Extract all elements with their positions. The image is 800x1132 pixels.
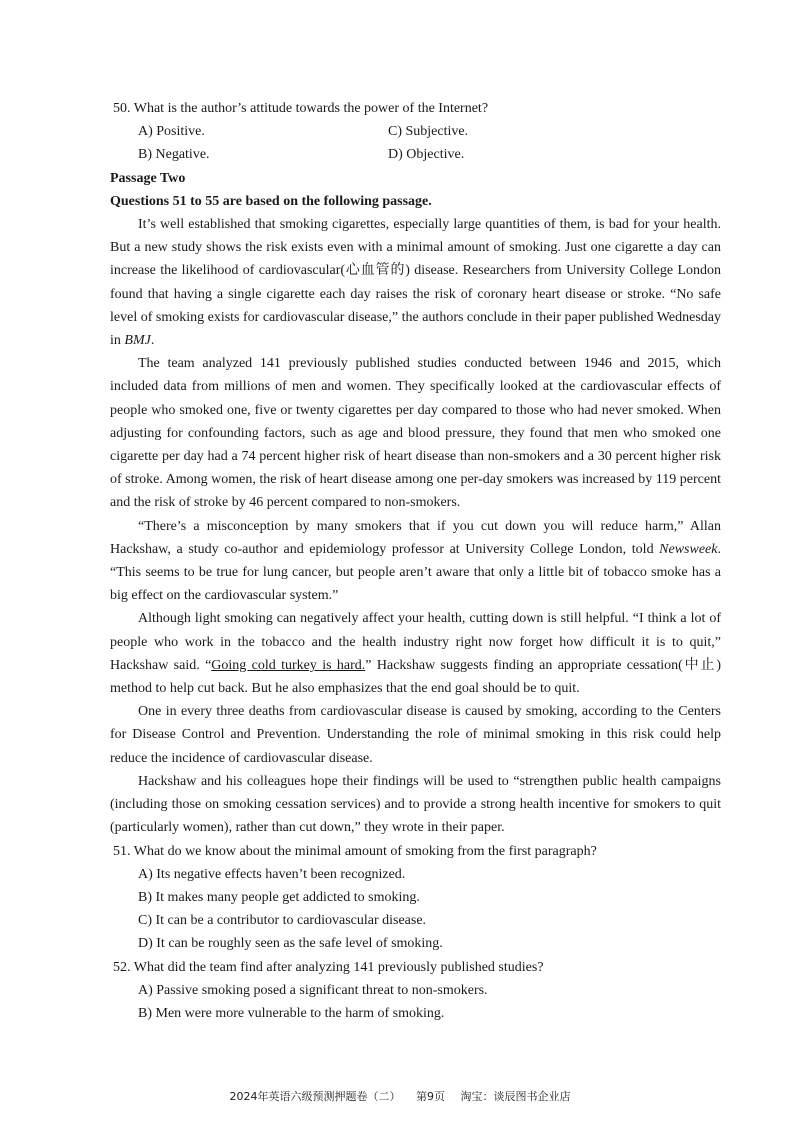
magazine-name: Newsweek: [659, 541, 718, 557]
option-50-c: C) Subjective.: [388, 124, 469, 140]
page-content: [110, 97, 721, 1025]
footer-page-number: 第9页: [416, 1090, 445, 1103]
paragraph-4: Although light smoking can negatively affect your health, cutting down is still helpful. “I think a lot of people who work in the tobacco and the health industry right now forget how difficult it is to quit,” Hackshaw said. “Going cold turkey is hard.” Hackshaw suggests finding an appropriate cessation(中止) method to help cut back. But he also emphasizes that the end goal should be to quit.: [110, 611, 721, 697]
paragraph-6: Hackshaw and his colleagues hope their findings will be used to “strengthen public health campaigns (including those on smoking cessation services) and to provide a strong health incentive for smokers to quit (particularly women), rather than cut down,” they wrote in their paper.: [110, 773, 721, 836]
option-51-d: D) It can be roughly seen as the safe level of smoking.: [138, 936, 443, 952]
paragraph-1: It’s well established that smoking cigarettes, especially large quantities of them, is bad for your health. But a new study shows the risk exists even with a minimal amount of smoking. Just one cigarette a day can increase the likelihood of cardiovascular(心血管的) disease. Researchers from University College London found that having a single cigarette each day raises the risk of coronary heart disease or stroke. “No safe level of smoking exists for cardiovascular disease,” the authors conclude in their paper published Wednesday in BMJ.: [110, 217, 721, 349]
option-50-b: B) Negative.: [138, 147, 210, 163]
passage-instruction: Questions 51 to 55 are based on the following passage.: [110, 193, 432, 209]
paragraph-3: “There’s a misconception by many smokers that if you cut down you will reduce harm,” Allan Hackshaw, a study co-author and epidemiology professor at University College London, told Newsweek. “This seems to be true for lung cancer, but people aren’t aware that only a little bit of tobacco smoke has a big effect on the cardiovascular system.”: [110, 518, 721, 604]
paragraph-2: The team analyzed 141 previously published studies conducted between 1946 and 2015, which included data from millions of men and women. They specifically looked at the cardiovascular effects of people who smoked one, five or twenty cigarettes per day compared to those who had never smoked. When adjusting for confounding factors, such as age and blood pressure, they found that men who smoked one cigarette per day had a 74 percent higher risk of heart disease than non-smokers and a 30 percent higher risk of stroke. Among women, the risk of heart disease among one per-day smokers was increased by 119 percent and the risk of stroke by 46 percent compared to non-smokers.: [110, 356, 721, 511]
option-52-a: A) Passive smoking posed a significant threat to non-smokers.: [138, 982, 488, 998]
question-51: 51. What do we know about the minimal amount of smoking from the first paragraph?: [113, 843, 597, 859]
footer-shop: 淘宝：谈辰图书企业店: [460, 1090, 571, 1103]
passage-title: Passage Two: [110, 170, 186, 186]
option-50-d: D) Objective.: [388, 147, 465, 163]
question-50: 50. What is the author’s attitude towards the power of the Internet?: [113, 101, 489, 116]
question-52: 52. What did the team find after analyzing 141 previously published studies?: [113, 959, 544, 975]
option-51-a: A) Its negative effects haven’t been recognized.: [138, 866, 406, 882]
footer-title: 2024年英语六级预测押题卷（二）: [229, 1090, 401, 1103]
paragraph-5: One in every three deaths from cardiovascular disease is caused by smoking, according to the Centers for Disease Control and Prevention. Understanding the role of minimal smoking in this risk could help reduce the incidence of cardiovascular disease.: [110, 704, 721, 766]
option-51-b: B) It makes many people get addicted to smoking.: [138, 889, 420, 905]
journal-name: BMJ: [124, 333, 151, 349]
option-52-b: B) Men were more vulnerable to the harm of smoking.: [138, 1005, 445, 1021]
underlined-sentence: Going cold turkey is hard.: [211, 657, 366, 673]
option-51-c: C) It can be a contributor to cardiovascular disease.: [138, 913, 427, 929]
page-footer: [0, 1088, 800, 1104]
option-50-a: A) Positive.: [138, 124, 205, 140]
question-50-options: [110, 120, 721, 166]
